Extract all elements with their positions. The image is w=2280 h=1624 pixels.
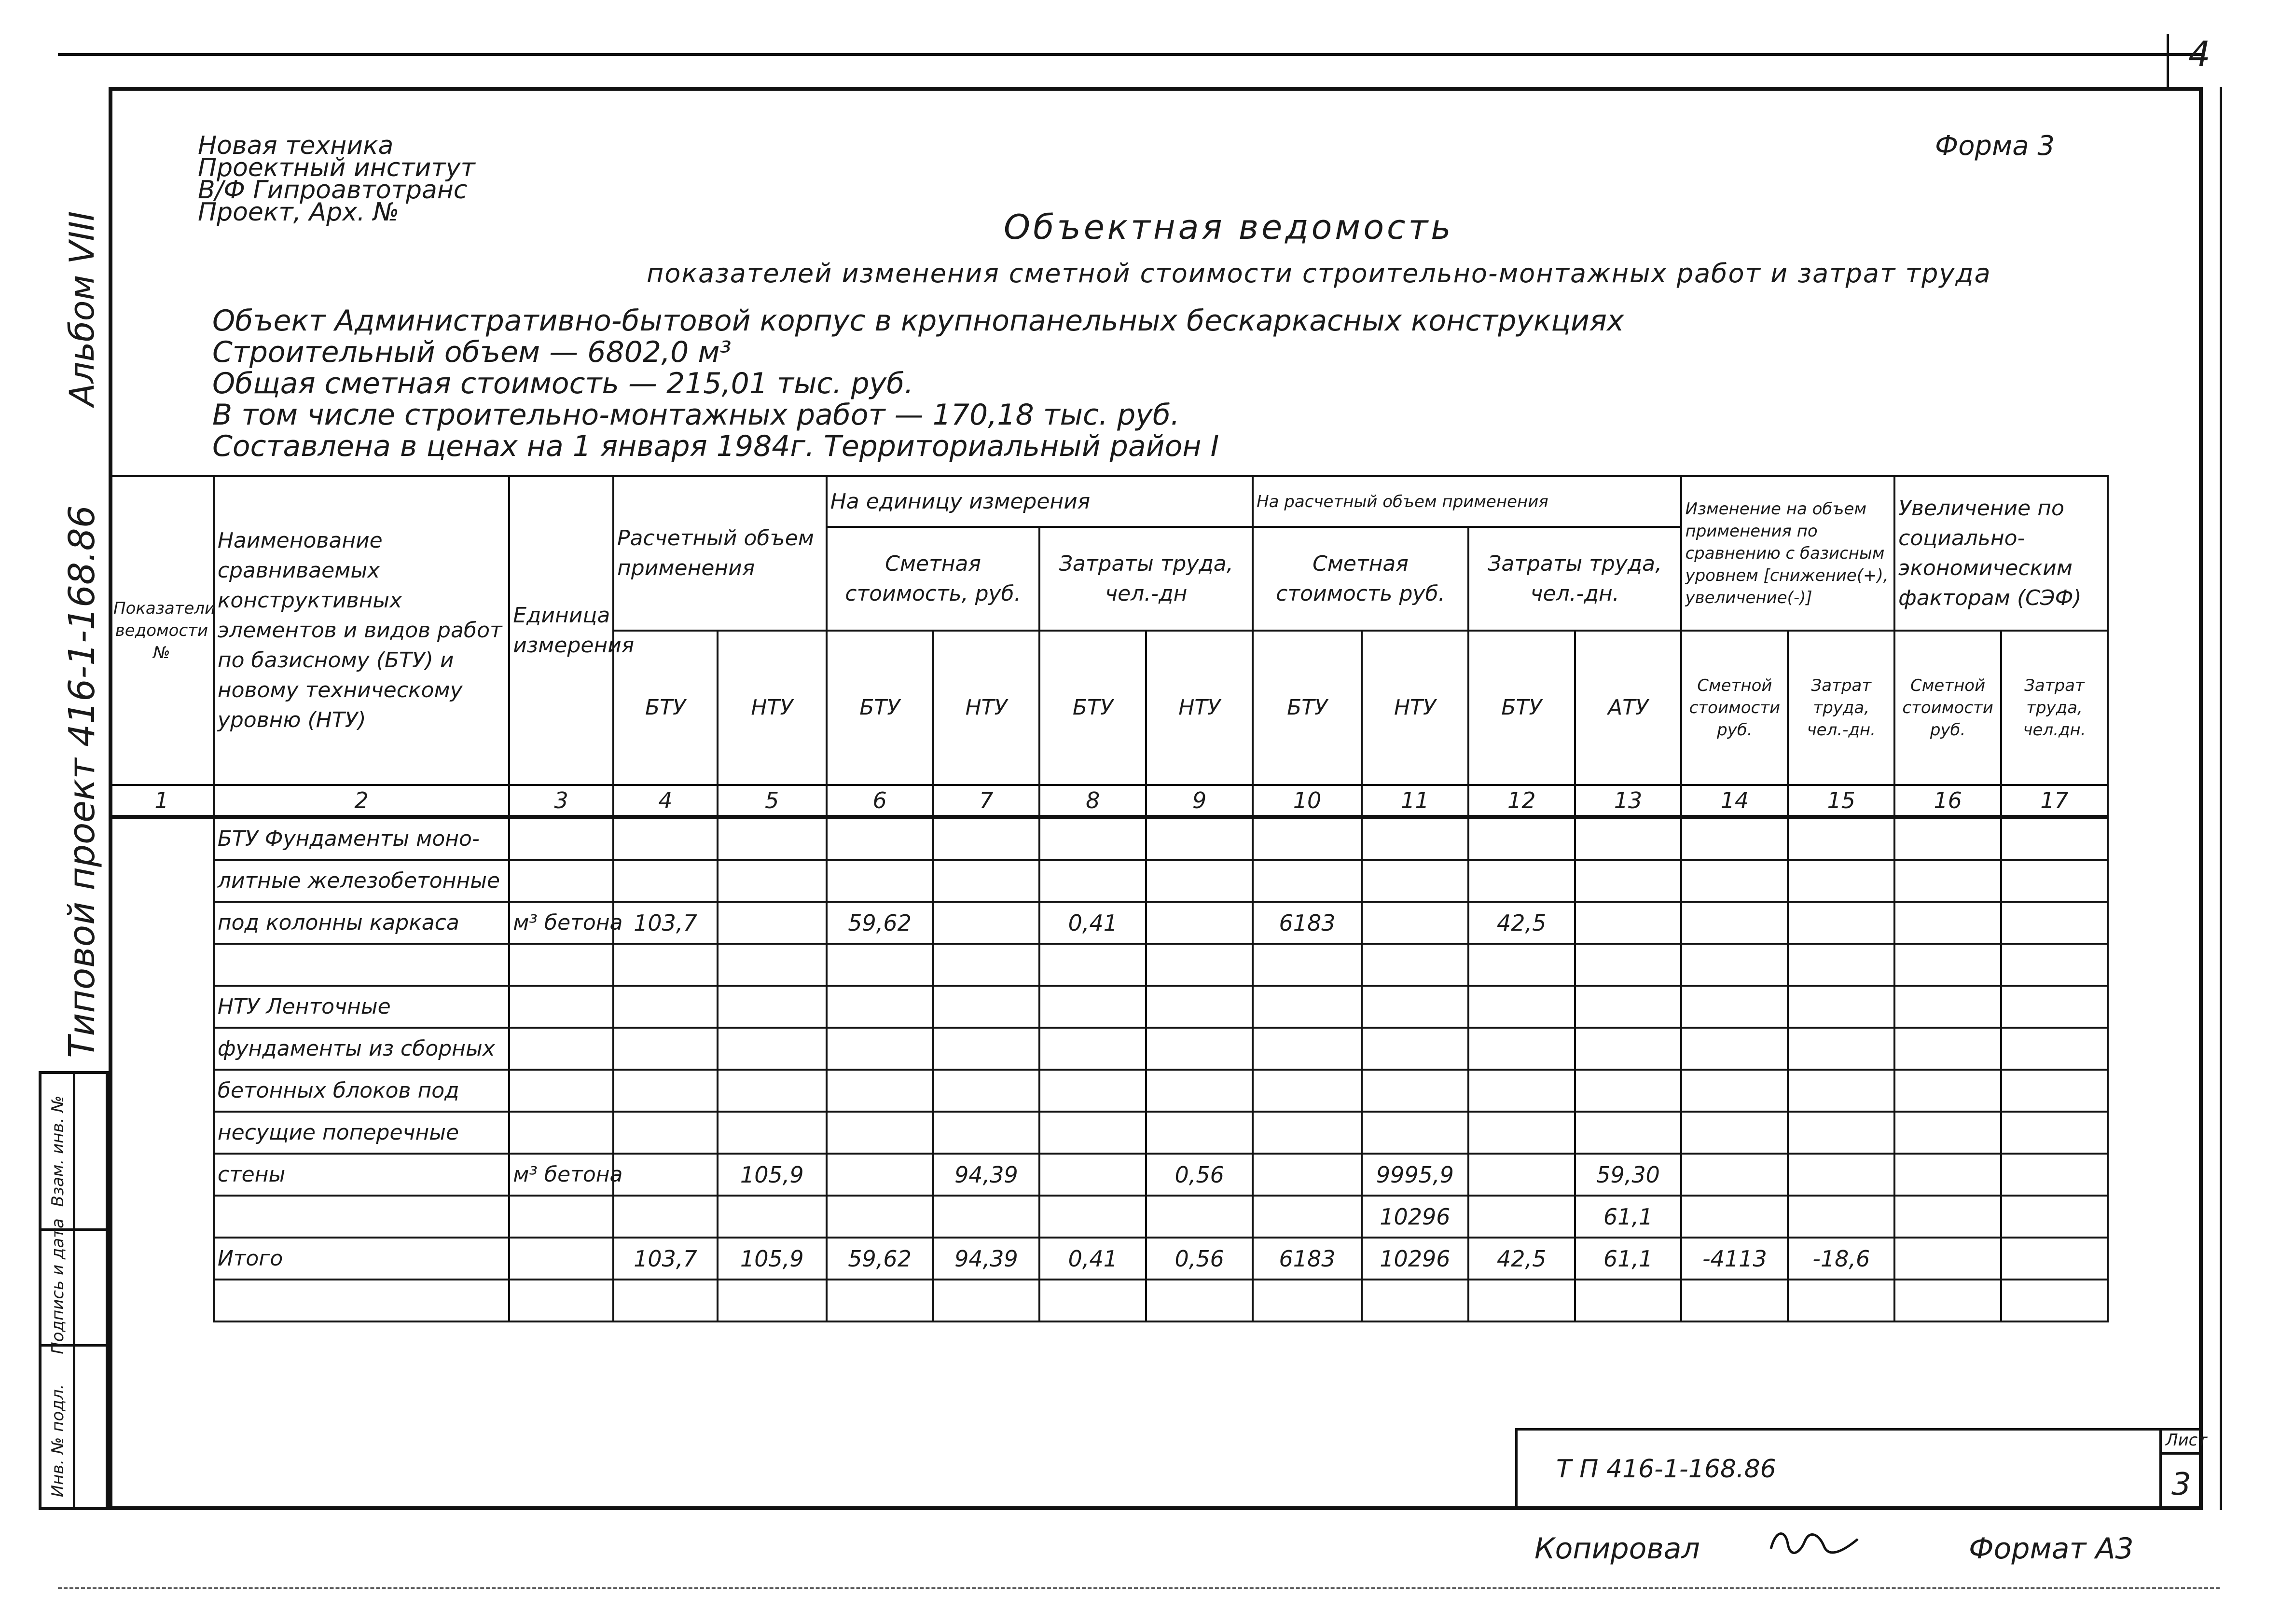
info-prices: Составлена в ценах на 1 января 1984г. Территориальный район I xyxy=(212,429,1219,463)
header-unit-cost: Сметная стоимость, руб. xyxy=(827,527,1040,631)
value-cell xyxy=(1253,1154,1362,1196)
value-cell xyxy=(827,986,933,1028)
value-cell xyxy=(1253,1028,1362,1070)
value-cell xyxy=(827,1070,933,1112)
column-number: 12 xyxy=(1468,785,1575,817)
table-row xyxy=(110,1028,2108,1070)
value-cell: 61,1 xyxy=(1575,1196,1682,1238)
value-cell xyxy=(827,1028,933,1070)
value-cell xyxy=(1894,817,2001,860)
value-cell xyxy=(1253,1112,1362,1154)
value-cell xyxy=(1575,1112,1682,1154)
value-cell: 0,41 xyxy=(1039,1238,1146,1280)
value-cell: -4113 xyxy=(1681,1238,1788,1280)
value-cell xyxy=(1575,986,1682,1028)
table-cell xyxy=(110,1154,214,1196)
side-approval-stamp xyxy=(39,1071,109,1510)
top-border-line xyxy=(58,53,2203,56)
column-number: 16 xyxy=(1894,785,2001,817)
header-vol-cost: Сметная стоимость руб. xyxy=(1253,527,1468,631)
value-cell xyxy=(1894,1070,2001,1112)
value-cell xyxy=(1788,1280,1894,1321)
column-number: 15 xyxy=(1788,785,1894,817)
stamp-inv-label: Инв. № подл. xyxy=(48,1384,68,1498)
column-number: 17 xyxy=(2001,785,2108,817)
info-smr-cost: В том числе строительно-монтажных работ — 170,18 тыс. руб. xyxy=(212,398,1180,432)
value-cell xyxy=(613,860,718,902)
table-cell xyxy=(110,1028,214,1070)
value-cell xyxy=(613,1028,718,1070)
row-unit xyxy=(509,860,613,902)
value-cell: 6183 xyxy=(1253,902,1362,944)
value-cell: 94,39 xyxy=(933,1238,1040,1280)
row-unit: м³ бетона xyxy=(509,902,613,944)
table-row xyxy=(110,1280,2108,1321)
value-cell xyxy=(827,860,933,902)
header-atu: АТУ xyxy=(1575,631,1682,785)
table-cell xyxy=(110,1280,214,1321)
column-number: 10 xyxy=(1253,785,1362,817)
value-cell xyxy=(613,944,718,986)
stamp-sign-label: Подпись и дата xyxy=(48,1218,68,1354)
column-number: 11 xyxy=(1362,785,1468,817)
row-name: под колонны каркаса xyxy=(214,902,509,944)
value-cell xyxy=(1039,817,1146,860)
value-cell: 105,9 xyxy=(718,1154,827,1196)
value-cell xyxy=(827,1112,933,1154)
value-cell xyxy=(1788,1112,1894,1154)
value-cell xyxy=(1894,986,2001,1028)
cost-comparison-table xyxy=(109,475,2109,1322)
value-cell xyxy=(1253,860,1362,902)
value-cell xyxy=(1788,1196,1894,1238)
table-cell xyxy=(110,944,214,986)
value-cell xyxy=(613,1196,718,1238)
header-btu: БТУ xyxy=(1468,631,1575,785)
table-row xyxy=(110,1196,2108,1238)
value-cell: 9995,9 xyxy=(1362,1154,1468,1196)
value-cell xyxy=(1788,860,1894,902)
header-change: Изменение на объем применения по сравнению с базисным уровнем [снижение(+), увеличение(-)] xyxy=(1681,476,1894,631)
value-cell xyxy=(1681,902,1788,944)
header-social-labor: Затрат труда, чел.дн. xyxy=(2001,631,2108,785)
table-row xyxy=(110,1112,2108,1154)
value-cell xyxy=(1362,1280,1468,1321)
table-row xyxy=(110,860,2108,902)
value-cell xyxy=(718,1280,827,1321)
value-cell xyxy=(933,986,1040,1028)
value-cell: 103,7 xyxy=(613,902,718,944)
column-number: 14 xyxy=(1681,785,1788,817)
value-cell xyxy=(2001,1070,2108,1112)
value-cell xyxy=(1468,1070,1575,1112)
stamp-divider xyxy=(73,1074,75,1507)
value-cell xyxy=(1681,1196,1788,1238)
table-cell xyxy=(110,1070,214,1112)
table-row xyxy=(110,986,2108,1028)
value-cell xyxy=(1894,944,2001,986)
table-cell xyxy=(110,817,214,860)
info-object: Объект Административно-бытовой корпус в крупнопанельных бескаркасных конструкциях xyxy=(212,304,1624,338)
value-cell xyxy=(1039,1112,1146,1154)
value-cell xyxy=(827,944,933,986)
value-cell xyxy=(1575,1028,1682,1070)
table-row xyxy=(110,1070,2108,1112)
value-cell xyxy=(933,1070,1040,1112)
value-cell xyxy=(933,1112,1040,1154)
value-cell xyxy=(1894,1154,2001,1196)
value-cell xyxy=(613,1154,718,1196)
header-ntu: НТУ xyxy=(718,631,827,785)
value-cell xyxy=(1146,902,1253,944)
value-cell xyxy=(1039,860,1146,902)
row-unit xyxy=(509,986,613,1028)
value-cell: -18,6 xyxy=(1788,1238,1894,1280)
value-cell xyxy=(1253,1196,1362,1238)
value-cell xyxy=(1146,1028,1253,1070)
bottom-edge-line xyxy=(58,1587,2220,1589)
value-cell xyxy=(613,817,718,860)
value-cell xyxy=(1253,944,1362,986)
header-unit-labor: Затраты труда, чел.-дн xyxy=(1039,527,1253,631)
value-cell xyxy=(1894,1028,2001,1070)
value-cell xyxy=(718,817,827,860)
column-number: 9 xyxy=(1146,785,1253,817)
value-cell xyxy=(613,986,718,1028)
value-cell xyxy=(718,1070,827,1112)
header-unit: Единица измерения xyxy=(509,476,613,785)
table-cell xyxy=(110,860,214,902)
header-per-unit: На единицу измерения xyxy=(827,476,1253,527)
value-cell xyxy=(2001,1196,2108,1238)
row-name: литные железобетонные xyxy=(214,860,509,902)
value-cell xyxy=(1575,1280,1682,1321)
table-row xyxy=(110,1238,2108,1280)
table-cell xyxy=(110,1112,214,1154)
column-number: 7 xyxy=(933,785,1040,817)
row-unit xyxy=(509,1280,613,1321)
value-cell xyxy=(1894,1238,2001,1280)
value-cell xyxy=(1468,944,1575,986)
value-cell xyxy=(1681,986,1788,1028)
value-cell: 105,9 xyxy=(718,1238,827,1280)
value-cell xyxy=(1146,1196,1253,1238)
info-total-cost: Общая сметная стоимость — 215,01 тыс. руб. xyxy=(212,367,914,400)
value-cell xyxy=(1894,902,2001,944)
value-cell xyxy=(613,1070,718,1112)
row-unit: м³ бетона xyxy=(509,1154,613,1196)
value-cell xyxy=(933,902,1040,944)
value-cell xyxy=(2001,1280,2108,1321)
value-cell: 59,62 xyxy=(827,902,933,944)
value-cell xyxy=(933,1280,1040,1321)
info-volume: Строительный объем — 6802,0 м³ xyxy=(212,335,732,369)
value-cell xyxy=(2001,860,2108,902)
value-cell xyxy=(1039,1280,1146,1321)
value-cell xyxy=(1681,817,1788,860)
side-project-label: Типовой проект 416-1-168.86 xyxy=(61,505,103,1058)
value-cell xyxy=(1894,860,2001,902)
column-number: 2 xyxy=(214,785,509,817)
row-name: несущие поперечные xyxy=(214,1112,509,1154)
value-cell xyxy=(1146,944,1253,986)
value-cell xyxy=(1146,860,1253,902)
value-cell xyxy=(1146,1280,1253,1321)
value-cell xyxy=(1894,1280,2001,1321)
value-cell xyxy=(1039,986,1146,1028)
value-cell xyxy=(1253,817,1362,860)
value-cell: 0,56 xyxy=(1146,1238,1253,1280)
value-cell: 94,39 xyxy=(933,1154,1040,1196)
value-cell xyxy=(1468,986,1575,1028)
row-name: Итого xyxy=(214,1238,509,1280)
sheet-box-divider xyxy=(2159,1452,2203,1455)
value-cell xyxy=(718,944,827,986)
copied-by-label: Копировал xyxy=(1534,1532,1700,1566)
org-line-1: Новая техника xyxy=(198,131,394,160)
value-cell xyxy=(1253,986,1362,1028)
header-indicators: Показатели ведомости № xyxy=(110,476,214,785)
value-cell xyxy=(1681,860,1788,902)
table-row xyxy=(110,902,2108,944)
row-name xyxy=(214,1196,509,1238)
column-number: 13 xyxy=(1575,785,1682,817)
value-cell xyxy=(613,1280,718,1321)
value-cell: 6183 xyxy=(1253,1238,1362,1280)
value-cell xyxy=(2001,986,2108,1028)
column-number: 5 xyxy=(718,785,827,817)
value-cell: 59,30 xyxy=(1575,1154,1682,1196)
header-ntu: НТУ xyxy=(933,631,1040,785)
value-cell xyxy=(1146,986,1253,1028)
value-cell: 10296 xyxy=(1362,1238,1468,1280)
row-name: фундаменты из сборных xyxy=(214,1028,509,1070)
document-title: Объектная ведомость xyxy=(1004,207,1454,247)
value-cell xyxy=(1468,1280,1575,1321)
value-cell xyxy=(1362,817,1468,860)
value-cell xyxy=(1362,860,1468,902)
value-cell xyxy=(1468,1028,1575,1070)
value-cell xyxy=(1362,1028,1468,1070)
value-cell xyxy=(1894,1196,2001,1238)
org-line-4: Проект, Арх. № xyxy=(198,198,400,227)
row-name xyxy=(214,944,509,986)
value-cell: 42,5 xyxy=(1468,902,1575,944)
value-cell xyxy=(1681,1028,1788,1070)
value-cell xyxy=(1788,944,1894,986)
value-cell xyxy=(1468,1196,1575,1238)
header-btu: БТУ xyxy=(1253,631,1362,785)
value-cell xyxy=(1039,1070,1146,1112)
value-cell xyxy=(1146,1112,1253,1154)
header-per-volume: На расчетный объем применения xyxy=(1253,476,1681,527)
value-cell: 61,1 xyxy=(1575,1238,1682,1280)
value-cell xyxy=(1681,1112,1788,1154)
row-unit xyxy=(509,817,613,860)
value-cell xyxy=(933,1028,1040,1070)
stamp-replace-label: Взам. инв. № xyxy=(48,1095,68,1207)
row-name xyxy=(214,1280,509,1321)
value-cell: 0,56 xyxy=(1146,1154,1253,1196)
header-btu: БТУ xyxy=(1039,631,1146,785)
value-cell xyxy=(827,1196,933,1238)
value-cell xyxy=(1039,1028,1146,1070)
value-cell xyxy=(1468,860,1575,902)
value-cell xyxy=(718,1028,827,1070)
value-cell xyxy=(718,1196,827,1238)
value-cell xyxy=(1468,1112,1575,1154)
signature-icon xyxy=(1766,1525,1863,1558)
row-unit xyxy=(509,944,613,986)
value-cell: 103,7 xyxy=(613,1238,718,1280)
column-number: 6 xyxy=(827,785,933,817)
header-btu: БТУ xyxy=(827,631,933,785)
row-name: бетонных блоков под xyxy=(214,1070,509,1112)
value-cell xyxy=(1894,1112,2001,1154)
value-cell xyxy=(933,944,1040,986)
value-cell xyxy=(2001,1154,2108,1196)
value-cell xyxy=(1468,817,1575,860)
value-cell xyxy=(1253,1070,1362,1112)
value-cell xyxy=(2001,1238,2108,1280)
value-cell xyxy=(1788,817,1894,860)
value-cell: 10296 xyxy=(1362,1196,1468,1238)
value-cell xyxy=(933,1196,1040,1238)
drawing-code: Т П 416-1-168.86 xyxy=(1556,1455,1776,1484)
value-cell xyxy=(1681,1280,1788,1321)
column-number: 4 xyxy=(613,785,718,817)
value-cell xyxy=(1681,944,1788,986)
value-cell xyxy=(1362,944,1468,986)
row-name: БТУ Фундаменты моно- xyxy=(214,817,509,860)
value-cell xyxy=(1681,1154,1788,1196)
value-cell xyxy=(718,986,827,1028)
value-cell xyxy=(1681,1070,1788,1112)
value-cell: 59,62 xyxy=(827,1238,933,1280)
table-cell xyxy=(110,986,214,1028)
value-cell xyxy=(2001,944,2108,986)
value-cell xyxy=(718,860,827,902)
column-number: 1 xyxy=(110,785,214,817)
value-cell xyxy=(1039,1196,1146,1238)
value-cell xyxy=(1146,817,1253,860)
value-cell xyxy=(1468,1154,1575,1196)
value-cell xyxy=(933,860,1040,902)
value-cell xyxy=(2001,817,2108,860)
header-calc-volume: Расчетный объем применения xyxy=(613,476,827,631)
page-number: 4 xyxy=(2188,34,2211,74)
table-row xyxy=(110,944,2108,986)
value-cell xyxy=(1362,986,1468,1028)
value-cell xyxy=(1362,1112,1468,1154)
right-margin-line xyxy=(2220,87,2222,1510)
value-cell xyxy=(1575,1070,1682,1112)
header-change-labor: Затрат труда, чел.-дн. xyxy=(1788,631,1894,785)
header-change-cost: Сметной стоимости руб. xyxy=(1681,631,1788,785)
value-cell xyxy=(1788,1154,1894,1196)
header-vol-labor: Затраты труда, чел.-дн. xyxy=(1468,527,1682,631)
header-ntu: НТУ xyxy=(1146,631,1253,785)
value-cell xyxy=(1039,944,1146,986)
table-row xyxy=(110,1154,2108,1196)
value-cell xyxy=(2001,1028,2108,1070)
column-number: 8 xyxy=(1039,785,1146,817)
value-cell xyxy=(1575,902,1682,944)
value-cell xyxy=(1788,1028,1894,1070)
header-ntu: НТУ xyxy=(1362,631,1468,785)
value-cell xyxy=(2001,902,2108,944)
value-cell xyxy=(718,902,827,944)
value-cell xyxy=(1362,1070,1468,1112)
value-cell xyxy=(1575,817,1682,860)
table-cell xyxy=(110,902,214,944)
value-cell xyxy=(1039,1154,1146,1196)
value-cell xyxy=(827,1154,933,1196)
value-cell xyxy=(827,817,933,860)
value-cell xyxy=(1253,1280,1362,1321)
side-album-label: Альбом VIII xyxy=(62,211,102,407)
value-cell xyxy=(1575,944,1682,986)
document-subtitle: показателей изменения сметной стоимости строительно-монтажных работ и затрат труда xyxy=(647,258,1991,289)
value-cell xyxy=(1362,902,1468,944)
value-cell xyxy=(827,1280,933,1321)
column-number-row xyxy=(110,785,2108,817)
value-cell xyxy=(1788,902,1894,944)
value-cell xyxy=(613,1112,718,1154)
org-line-2: Проектный институт xyxy=(198,153,475,182)
value-cell xyxy=(933,817,1040,860)
header-social: Увеличение по социально-экономическим факторам (СЭФ) xyxy=(1894,476,2108,631)
header-btu: БТУ xyxy=(613,631,718,785)
form-label: Форма 3 xyxy=(1935,130,2055,162)
sheet-label: Лист xyxy=(2166,1431,2208,1450)
header-element-name: Наименование сравниваемых конструктивных элементов и видов работ по базисному (БТУ) и новому техническому уровню (НТУ) xyxy=(214,476,509,785)
value-cell xyxy=(1788,1070,1894,1112)
value-cell xyxy=(1575,860,1682,902)
table-row xyxy=(110,817,2108,860)
table-cell xyxy=(110,1196,214,1238)
format-label: Формат А3 xyxy=(1969,1532,2134,1566)
org-line-3: В/Ф Гипроавтотранс xyxy=(198,176,468,205)
row-unit xyxy=(509,1070,613,1112)
sheet-number: 3 xyxy=(2171,1467,2191,1502)
header-social-cost: Сметной стоимости руб. xyxy=(1894,631,2001,785)
value-cell xyxy=(2001,1112,2108,1154)
value-cell: 42,5 xyxy=(1468,1238,1575,1280)
value-cell xyxy=(1788,986,1894,1028)
value-cell xyxy=(718,1112,827,1154)
row-unit xyxy=(509,1112,613,1154)
row-name: НТУ Ленточные xyxy=(214,986,509,1028)
row-unit xyxy=(509,1028,613,1070)
column-number: 3 xyxy=(509,785,613,817)
value-cell: 0,41 xyxy=(1039,902,1146,944)
table-cell xyxy=(110,1238,214,1280)
value-cell xyxy=(1146,1070,1253,1112)
row-name: стены xyxy=(214,1154,509,1196)
row-unit xyxy=(509,1196,613,1238)
row-unit xyxy=(509,1238,613,1280)
